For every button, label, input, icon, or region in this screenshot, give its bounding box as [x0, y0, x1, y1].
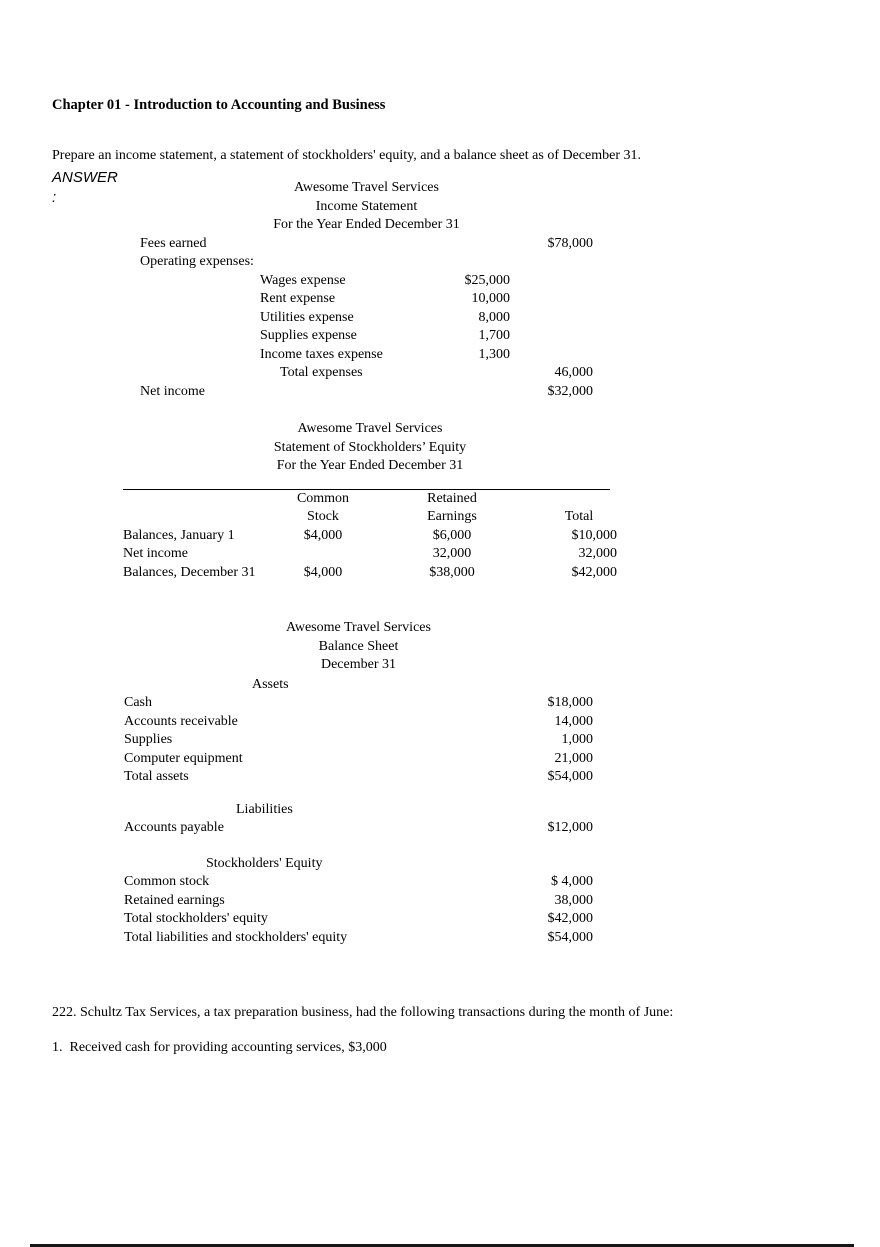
total-expenses-row: [140, 364, 593, 383]
transaction-1: 1. Received cash for providing accounting services, $3,000: [52, 1040, 387, 1055]
asset-value: 1,000: [561, 732, 593, 747]
equity-row-balances-dec31: [123, 564, 617, 583]
total-value: 32,000: [578, 546, 617, 561]
expense-value: 1,700: [478, 328, 510, 343]
total-header-line1: [541, 490, 617, 509]
spacer: [510, 327, 593, 346]
common-stock-header-line1: Common: [296, 490, 350, 506]
stockholders-equity-heading: Stockholders' Equity: [206, 855, 323, 871]
equity-value: $ 4,000: [551, 874, 593, 889]
equity-row-retained-earnings: [124, 892, 593, 911]
balance-sheet-date: December 31: [320, 657, 397, 672]
spacer: [510, 290, 593, 309]
equity-row-label: Balances, December 31: [123, 564, 256, 580]
balance-sheet-company: Awesome Travel Services: [286, 620, 431, 635]
expense-row-supplies: [140, 327, 593, 346]
income-statement-company: Awesome Travel Services: [294, 180, 439, 195]
expense-row-wages: [140, 272, 593, 291]
equity-label: Total stockholders' equity: [124, 911, 268, 926]
liability-label: Accounts payable: [124, 820, 224, 835]
common-stock-value: $4,000: [303, 564, 343, 580]
asset-label: Cash: [124, 695, 152, 710]
asset-value: 21,000: [554, 750, 593, 766]
fees-earned-value: $78,000: [547, 235, 593, 251]
asset-label: Supplies: [124, 732, 173, 747]
asset-label: Accounts receivable: [124, 713, 238, 729]
equity-header-row-2: [123, 508, 617, 527]
asset-value: $18,000: [547, 695, 593, 710]
equity-statement-title: Statement of Stockholders’ Equity: [273, 439, 467, 455]
liabilities-heading: Liabilities: [236, 801, 293, 817]
expense-row-income-taxes: [140, 346, 593, 365]
equity-statement: [123, 420, 617, 582]
equity-statement-company: Awesome Travel Services: [297, 421, 443, 436]
header-spacer: [123, 508, 283, 527]
retained-earnings-value: $38,000: [429, 564, 475, 580]
total-value: $10,000: [571, 527, 617, 543]
balance-sheet-title: Balance Sheet: [318, 638, 399, 654]
spacer: [510, 309, 593, 328]
liability-row-accounts-payable: [124, 819, 593, 838]
total-expenses-value: 46,000: [554, 365, 593, 380]
question-222: 222. Schultz Tax Services, a tax preparation business, had the following transactions during the month of June:: [52, 1005, 674, 1020]
header-spacer: [123, 490, 283, 509]
common-stock-value: $4,000: [303, 527, 343, 543]
expense-value: 10,000: [471, 291, 510, 306]
equity-header-row-1: [123, 490, 617, 509]
asset-value: $54,000: [547, 769, 593, 784]
operating-expenses-heading-row: [140, 253, 593, 272]
expense-label: Rent expense: [260, 291, 336, 306]
fees-earned-row: [140, 235, 593, 254]
answer-section: [52, 166, 828, 401]
asset-row-total-assets: [124, 768, 593, 787]
income-statement: [140, 166, 593, 401]
common-stock-value: [283, 545, 363, 564]
answer-label-word: ANSWER: [52, 169, 118, 186]
asset-row-accounts-receivable: [124, 713, 593, 732]
retained-earnings-value: 32,000: [432, 546, 472, 561]
chapter-heading: Chapter 01 - Introduction to Accounting and Business: [52, 97, 386, 113]
spacer: [510, 346, 593, 365]
equity-statement-period: For the Year Ended December 31: [276, 458, 464, 473]
equity-row-balances-jan1: [123, 527, 617, 546]
common-stock-header-line2: Stock: [307, 509, 339, 524]
income-statement-title: Income Statement: [315, 198, 418, 214]
total-header-line2: Total: [564, 509, 594, 524]
instruction-text: Prepare an income statement, a statement of stockholders' equity, and a balance sheet as of December 31.: [52, 148, 641, 163]
expense-value: 1,300: [478, 346, 510, 362]
asset-row-supplies: [124, 731, 593, 750]
spacer: [510, 272, 593, 291]
equity-row-label: Net income: [123, 546, 188, 561]
expense-row-rent: [140, 290, 593, 309]
expense-value: $25,000: [464, 272, 510, 288]
operating-expenses-label: Operating expenses:: [140, 254, 254, 269]
equity-label: Total liabilities and stockholders' equity: [124, 929, 348, 945]
net-income-value: $32,000: [547, 383, 593, 399]
equity-row-total-stockholders-equity: [124, 910, 593, 929]
expense-row-utilities: [140, 309, 593, 328]
expense-label: Income taxes expense: [260, 346, 383, 362]
equity-value: $54,000: [547, 929, 593, 945]
retained-earnings-value: $6,000: [432, 527, 472, 543]
balance-sheet: [124, 619, 593, 947]
equity-row-total-liabilities-and-equity: [124, 929, 593, 948]
expense-label: Utilities expense: [260, 309, 354, 325]
asset-label: Total assets: [124, 769, 189, 784]
retained-earnings-header-line2: Earnings: [427, 509, 477, 524]
fees-earned-label: Fees earned: [140, 235, 207, 251]
equity-row-common-stock: [124, 873, 593, 892]
liability-value: $12,000: [547, 820, 593, 835]
asset-label: Computer equipment: [124, 750, 243, 766]
asset-row-cash: [124, 694, 593, 713]
total-value: $42,000: [571, 564, 617, 580]
income-statement-period: For the Year Ended December 31: [273, 217, 460, 232]
answer-label-colon: :: [52, 189, 57, 206]
retained-earnings-header-line1: Retained: [427, 490, 477, 506]
expense-label: Supplies expense: [260, 328, 357, 343]
expense-value: 8,000: [478, 309, 510, 325]
answer-label: [52, 168, 118, 208]
assets-heading: Assets: [252, 676, 289, 692]
equity-row-label: Balances, January 1: [123, 527, 235, 543]
asset-value: 14,000: [554, 713, 593, 729]
asset-row-computer-equipment: [124, 750, 593, 769]
equity-label: Common stock: [124, 874, 210, 889]
net-income-row: [140, 383, 593, 402]
expense-label: Wages expense: [260, 272, 346, 288]
equity-value: 38,000: [554, 892, 593, 908]
total-expenses-label: Total expenses: [280, 365, 363, 380]
net-income-label: Net income: [140, 383, 205, 399]
equity-label: Retained earnings: [124, 892, 225, 908]
equity-value: $42,000: [547, 911, 593, 926]
equity-row-net-income: [123, 545, 617, 564]
